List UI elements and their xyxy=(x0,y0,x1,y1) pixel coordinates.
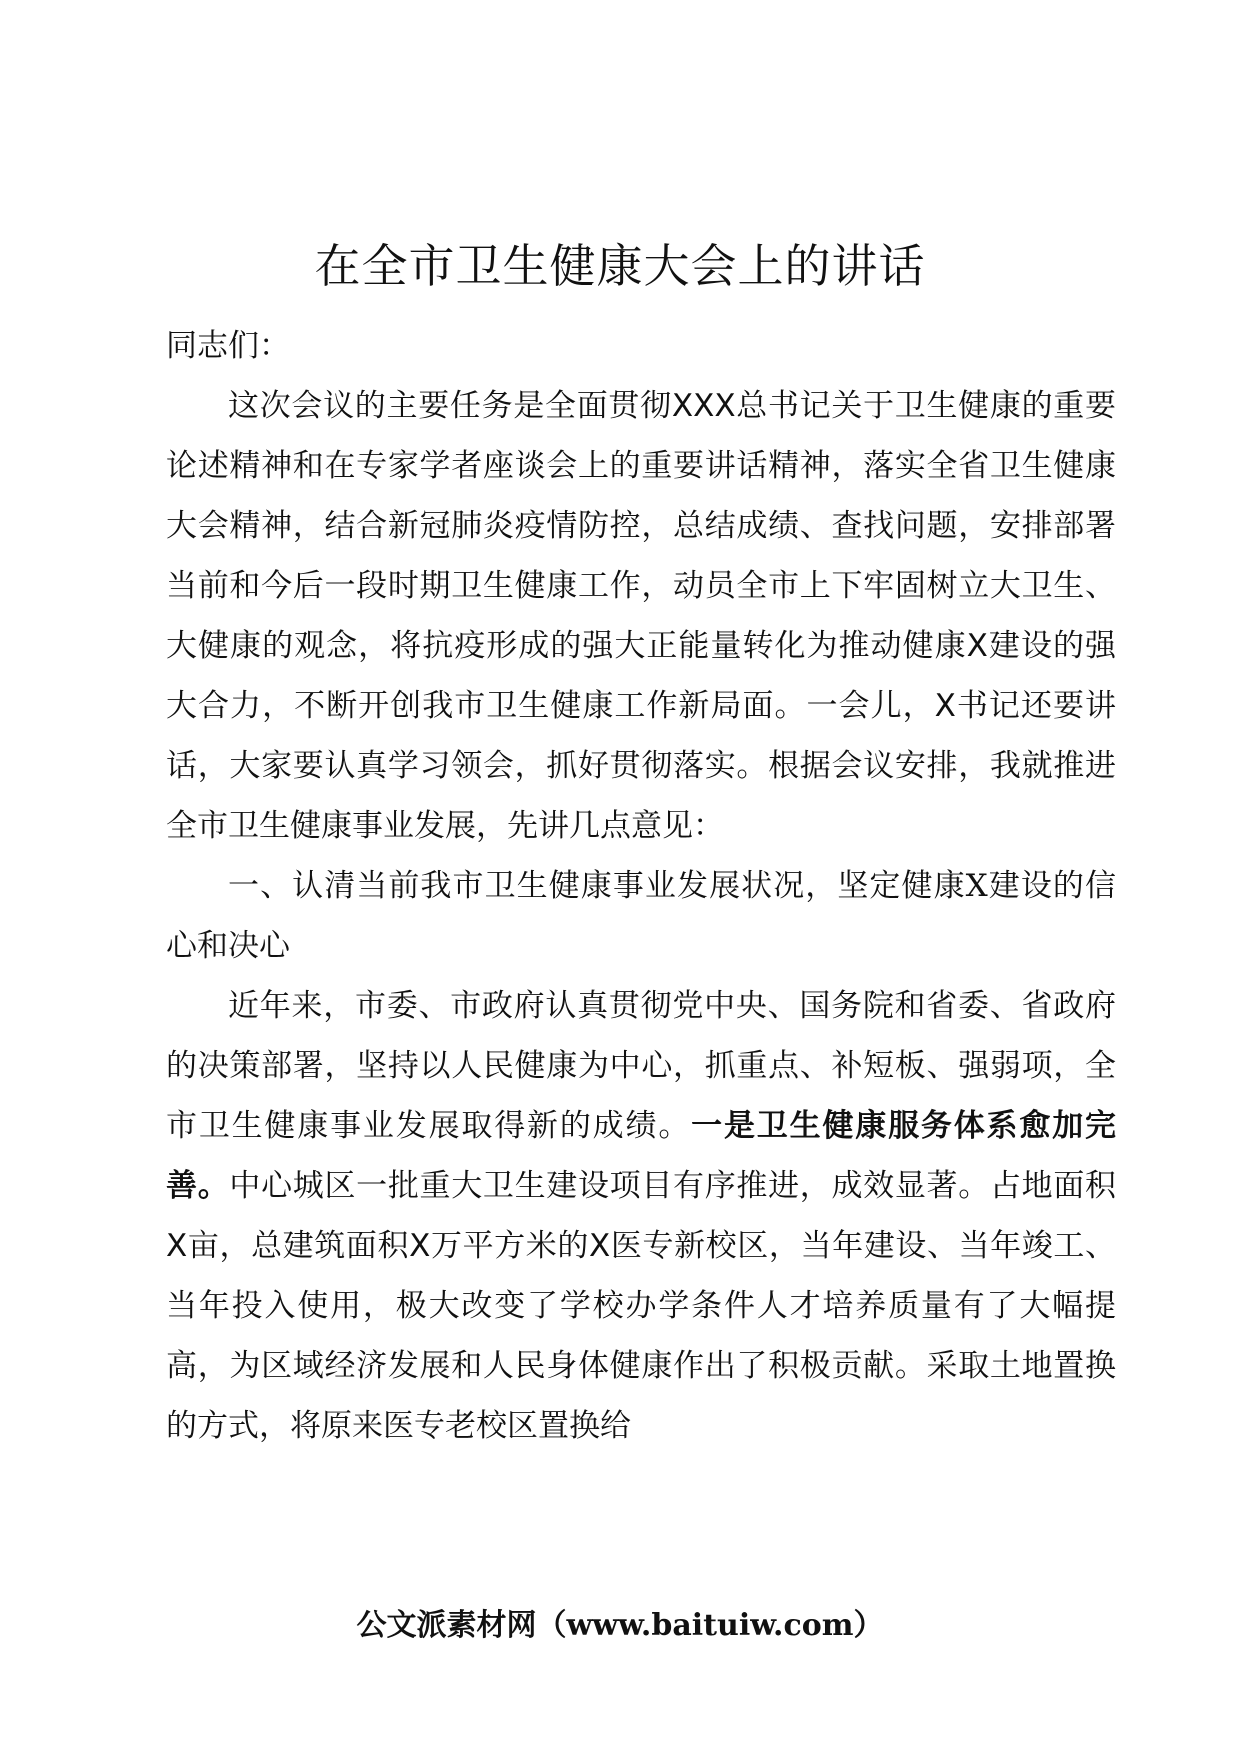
salutation: 同志们： xyxy=(166,328,290,364)
section-heading-1: 一、认清当前我市卫生健康事业发展状况，坚定健康X建设的信心和决心 xyxy=(166,868,1116,964)
paragraph-achievements-rest: 中心城区一批重大卫生建设项目有序推进，成效显著。占地面积X亩，总建筑面积X万平方米的X医专新校区，当年建设、当年竣工、当年投入使用，极大改变了学校办学条件人才培养质量有了大幅提高，为区域经济发展和人民身体健康作出了积极贡献。采取土地置换的方式，将原来医专老校区置换给 xyxy=(166,1168,1117,1444)
paragraph-achievements-bold: 一是卫生健康服务体系愈加完善。 xyxy=(166,1108,1117,1204)
paragraph-intro: 这次会议的主要任务是全面贯彻XXX总书记关于卫生健康的重要论述精神和在专家学者座谈会上的重要讲话精神，落实全省卫生健康大会精神，结合新冠肺炎疫情防控，总结成绩、查找问题，安排部署当前和今后一段时期卫生健康工作，动员全市上下牢固树立大卫生、大健康的观念，将抗疫形成的强大正能量转化为推动健康X建设的强大合力，不断开创我市卫生健康工作新局面。一会儿，X书记还要讲话，大家要认真学习领会，抓好贯彻落实。根据会议安排，我就推进全市卫生健康事业发展，先讲几点意见： xyxy=(166,388,1116,844)
document-body xyxy=(166,316,1116,1456)
paragraph-achievements-lead: 近年来，市委、市政府认真贯彻党中央、国务院和省委、省政府的决策部署，坚持以人民健康为中心，抓重点、补短板、强弱项，全市卫生健康事业发展取得新的成绩。 xyxy=(166,988,1116,1144)
document-title: 在全市卫生健康大会上的讲话 xyxy=(314,239,926,293)
paragraph-achievements xyxy=(166,976,1116,1456)
footer-watermark: 公文派素材网（www.baituiw.com） xyxy=(356,1608,884,1643)
